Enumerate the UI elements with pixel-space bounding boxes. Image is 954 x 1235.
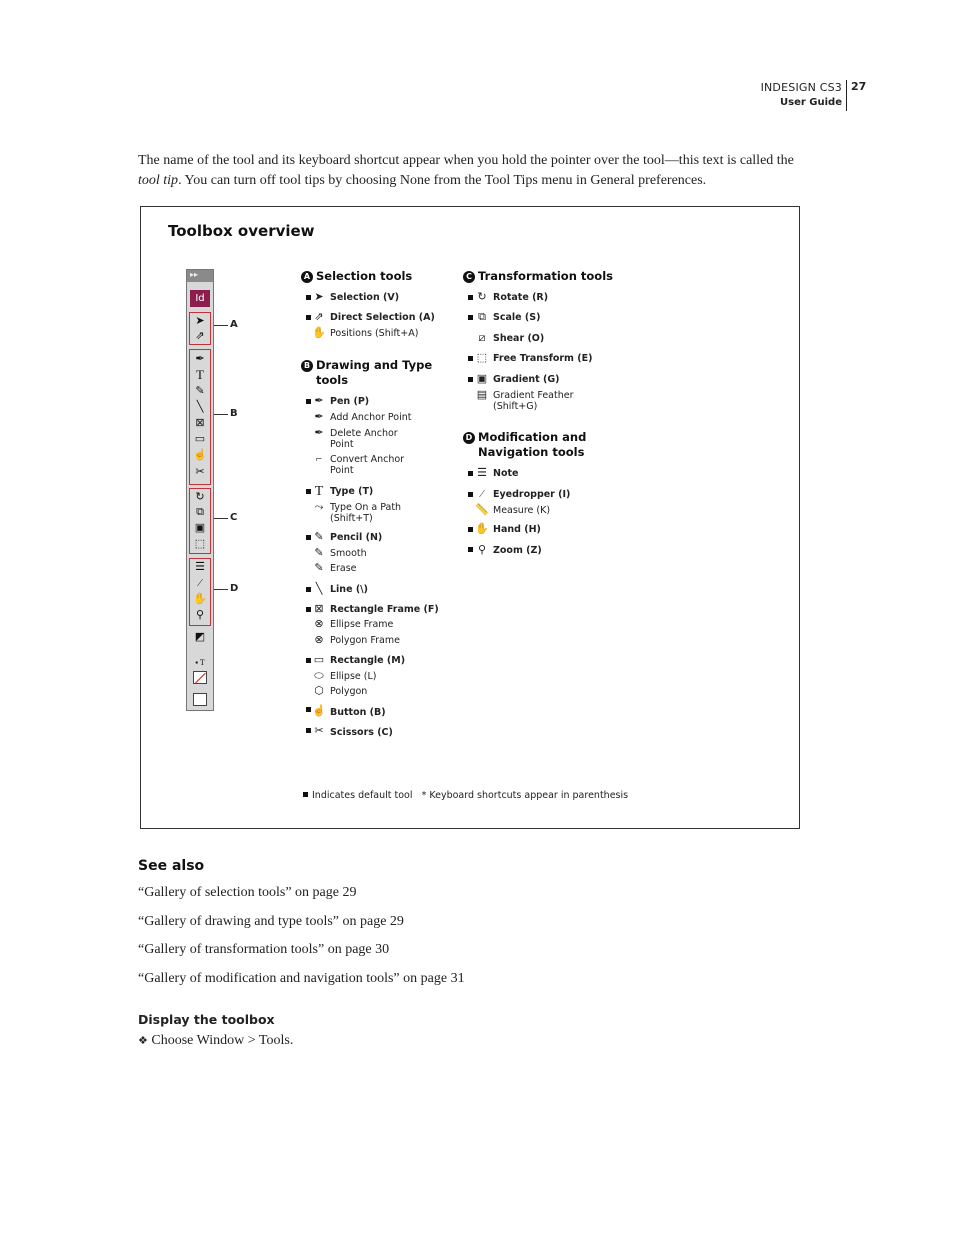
tool-polygon-frame: Polygon Frame xyxy=(330,635,400,646)
callout-line-a xyxy=(214,325,228,326)
rectangle-frame-tool-icon: ⊠ xyxy=(195,417,205,429)
tool-shear: Shear (O) xyxy=(493,333,545,344)
tool-gradient: Gradient (G) xyxy=(493,374,560,385)
rotate-icon: ↻ xyxy=(477,291,487,303)
tool-rectangle: Rectangle (M) xyxy=(330,655,406,666)
default-tool-marker xyxy=(468,492,473,497)
delete-anchor-icon: ✒ xyxy=(314,427,324,439)
section-b-title-1: Drawing and Type xyxy=(316,358,433,372)
tool-button: Button (B) xyxy=(330,707,386,718)
scissors-icon: ✂ xyxy=(314,725,324,737)
tool-smooth: Smooth xyxy=(330,548,367,559)
free-transform-tool-icon: ⬚ xyxy=(194,538,206,550)
default-tool-marker xyxy=(303,792,308,797)
tool-erase: Erase xyxy=(330,563,357,574)
default-tool-marker xyxy=(306,489,311,494)
running-header xyxy=(761,80,842,110)
section-c-title: Transformation tools xyxy=(478,269,613,283)
intro-term: tool tip xyxy=(138,173,179,188)
note-tool-icon: ☰ xyxy=(195,561,205,573)
gradient-tool-icon: ▣ xyxy=(194,522,206,534)
hand-icon: ✋ xyxy=(475,523,489,535)
legend-default: Indicates default tool xyxy=(312,790,413,801)
toolbox-illustration xyxy=(186,269,214,711)
badge-c: C xyxy=(463,271,475,283)
tool-add-anchor: Add Anchor Point xyxy=(330,412,412,423)
tool-zoom: Zoom (Z) xyxy=(493,545,542,556)
link-modification-navigation-tools[interactable]: “Gallery of modification and navigation tools” on page 31 xyxy=(138,971,465,986)
default-tool-marker xyxy=(468,471,473,476)
default-tool-marker xyxy=(306,295,311,300)
callout-label-b: B xyxy=(230,408,238,419)
badge-b: B xyxy=(301,360,313,372)
tool-direct-selection: Direct Selection (A) xyxy=(330,312,435,323)
smooth-icon: ✎ xyxy=(314,547,324,559)
erase-icon: ✎ xyxy=(314,562,324,574)
pen-icon: ✒ xyxy=(314,395,324,407)
selection-icon: ➤ xyxy=(314,291,324,303)
gradient-feather-icon: ▤ xyxy=(476,389,488,401)
button-tool-icon: ☝ xyxy=(193,449,207,461)
scale-tool-icon: ⧉ xyxy=(196,506,204,518)
callout-label-c: C xyxy=(230,512,238,523)
rectangle-tool-icon: ▭ xyxy=(194,433,206,445)
intro-paragraph xyxy=(138,151,818,191)
zoom-tool-icon: ⚲ xyxy=(195,609,205,621)
type-tool-icon: T xyxy=(196,367,204,382)
measure-icon: 📏 xyxy=(475,504,489,516)
section-a-heading xyxy=(301,269,412,284)
default-tool-marker xyxy=(306,658,311,663)
positions-icon: ✋ xyxy=(312,327,326,339)
collapse-icon: ▸▸ xyxy=(190,270,199,279)
default-tool-marker xyxy=(306,607,311,612)
convert-anchor-icon: ⌐ xyxy=(315,453,323,465)
ellipse-icon: ⬭ xyxy=(314,670,324,682)
tool-convert-anchor: Convert Anchor Point xyxy=(330,454,405,476)
section-b-title-2: tools xyxy=(316,373,349,387)
hand-tool-icon: ✋ xyxy=(193,593,207,605)
badge-d: D xyxy=(463,432,475,444)
intro-text-1: The name of the tool and its keyboard shortcut appear when you hold the pointer over the tool—this text is called the xyxy=(138,153,794,168)
default-tool-marker xyxy=(468,527,473,532)
callout-label-a: A xyxy=(230,319,238,330)
badge-a: A xyxy=(301,271,313,283)
eyedropper-tool-icon: ⁄ xyxy=(199,577,201,589)
default-tool-marker xyxy=(468,547,473,552)
tool-gradient-feather: Gradient Feather (Shift+G) xyxy=(493,390,574,412)
figure-title: Toolbox overview xyxy=(168,222,315,240)
button-icon: ☝ xyxy=(312,705,326,717)
tool-hand: Hand (H) xyxy=(493,524,541,535)
tool-polygon: Polygon xyxy=(330,686,368,697)
tool-line: Line (\) xyxy=(330,584,368,595)
tool-pencil: Pencil (N) xyxy=(330,532,383,543)
default-tool-marker xyxy=(468,315,473,320)
tool-ellipse: Ellipse (L) xyxy=(330,671,377,682)
callout-line-b xyxy=(214,414,228,415)
section-d-title-1: Modification and xyxy=(478,430,587,444)
line-tool-icon: ╲ xyxy=(196,401,204,413)
default-tool-marker xyxy=(306,728,311,733)
type-icon: T xyxy=(314,484,324,499)
tool-eyedropper: Eyedropper (I) xyxy=(493,489,571,500)
default-tool-marker xyxy=(468,356,473,361)
direct-selection-icon: ⇗ xyxy=(314,311,324,323)
indesign-logo-icon: Id xyxy=(190,290,210,307)
step-text: Choose Window > Tools. xyxy=(151,1033,294,1048)
task-heading: Display the toolbox xyxy=(138,1012,275,1027)
selection-tool-icon: ➤ xyxy=(195,315,205,327)
rotate-tool-icon: ↻ xyxy=(195,491,205,503)
section-c-heading xyxy=(463,269,613,284)
task-step xyxy=(138,1033,293,1049)
header-divider xyxy=(846,80,847,111)
note-icon: ☰ xyxy=(477,467,487,479)
line-icon: ╲ xyxy=(315,583,323,595)
link-selection-tools[interactable]: “Gallery of selection tools” on page 29 xyxy=(138,885,357,900)
type-on-path-icon: ⤳ xyxy=(314,501,324,513)
gradient-icon: ▣ xyxy=(476,373,488,385)
tool-type-on-path: Type On a Path (Shift+T) xyxy=(330,502,402,524)
polygon-frame-icon: ⊗ xyxy=(314,634,324,646)
scissors-tool-icon: ✂ xyxy=(195,466,205,478)
none-swatch-icon xyxy=(193,671,207,684)
tool-scissors: Scissors (C) xyxy=(330,727,393,738)
tool-type: Type (T) xyxy=(330,486,374,497)
tool-free-transform: Free Transform (E) xyxy=(493,353,593,364)
header-guide: User Guide xyxy=(780,97,842,108)
tool-selection: Selection (V) xyxy=(330,292,400,303)
tool-rectangle-frame: Rectangle Frame (F) xyxy=(330,604,439,615)
link-transformation-tools[interactable]: “Gallery of transformation tools” on page 30 xyxy=(138,942,390,957)
eyedropper-icon: ⁄ xyxy=(481,488,483,500)
default-tool-marker xyxy=(468,295,473,300)
default-tool-marker xyxy=(306,535,311,540)
step-bullet-icon: ❖ xyxy=(138,1034,148,1047)
default-tool-marker xyxy=(306,587,311,592)
free-transform-icon: ⬚ xyxy=(476,352,488,364)
polygon-icon: ⬡ xyxy=(314,685,324,697)
figure-legend xyxy=(303,790,628,801)
pen-tool-icon: ✒ xyxy=(195,353,205,365)
shear-icon: ⧄ xyxy=(478,332,486,344)
tool-rotate: Rotate (R) xyxy=(493,292,549,303)
default-tool-marker xyxy=(306,315,311,320)
header-product: INDESIGN CS3 xyxy=(760,81,842,94)
tool-ellipse-frame: Ellipse Frame xyxy=(330,619,394,630)
default-tool-marker xyxy=(468,377,473,382)
tool-measure: Measure (K) xyxy=(493,505,551,516)
zoom-icon: ⚲ xyxy=(477,544,487,556)
tool-pen: Pen (P) xyxy=(330,396,370,407)
page-number: 27 xyxy=(851,80,867,93)
rectangle-icon: ▭ xyxy=(313,654,325,666)
rectangle-frame-icon: ⊠ xyxy=(314,603,324,615)
legend-shortcuts: * Keyboard shortcuts appear in parenthesis xyxy=(421,790,629,801)
scale-icon: ⧉ xyxy=(478,311,486,323)
tool-note: Note xyxy=(493,468,519,479)
see-also-heading: See also xyxy=(138,858,205,874)
intro-text-2: . You can turn off tool tips by choosing None from the Tool Tips menu in General preferences. xyxy=(178,173,707,188)
section-a-title: Selection tools xyxy=(316,269,413,283)
default-tool-marker xyxy=(306,399,311,404)
toolbox-titlebar xyxy=(187,270,213,282)
section-d-title-2: Navigation tools xyxy=(478,445,585,459)
callout-line-c xyxy=(214,518,228,519)
callout-line-d xyxy=(214,589,228,590)
add-anchor-icon: ✒ xyxy=(314,411,324,423)
toolbox-overview-figure xyxy=(140,206,800,829)
section-d-heading xyxy=(463,430,586,460)
callout-label-d: D xyxy=(230,583,239,594)
ellipse-frame-icon: ⊗ xyxy=(314,618,324,630)
tool-positions: Positions (Shift+A) xyxy=(330,328,419,339)
view-mode-icon xyxy=(193,693,207,706)
direct-selection-tool-icon: ⇗ xyxy=(195,330,205,342)
default-tool-marker xyxy=(306,707,311,712)
fill-stroke-icon: ◩ xyxy=(194,631,206,643)
link-drawing-type-tools[interactable]: “Gallery of drawing and type tools” on page 29 xyxy=(138,914,404,929)
tool-delete-anchor: Delete Anchor Point xyxy=(330,428,398,450)
section-b-heading xyxy=(301,358,432,388)
pencil-tool-icon: ✎ xyxy=(195,385,205,397)
tool-scale: Scale (S) xyxy=(493,312,541,323)
formatting-icon: ▪ T xyxy=(195,658,205,667)
pencil-icon: ✎ xyxy=(314,531,324,543)
